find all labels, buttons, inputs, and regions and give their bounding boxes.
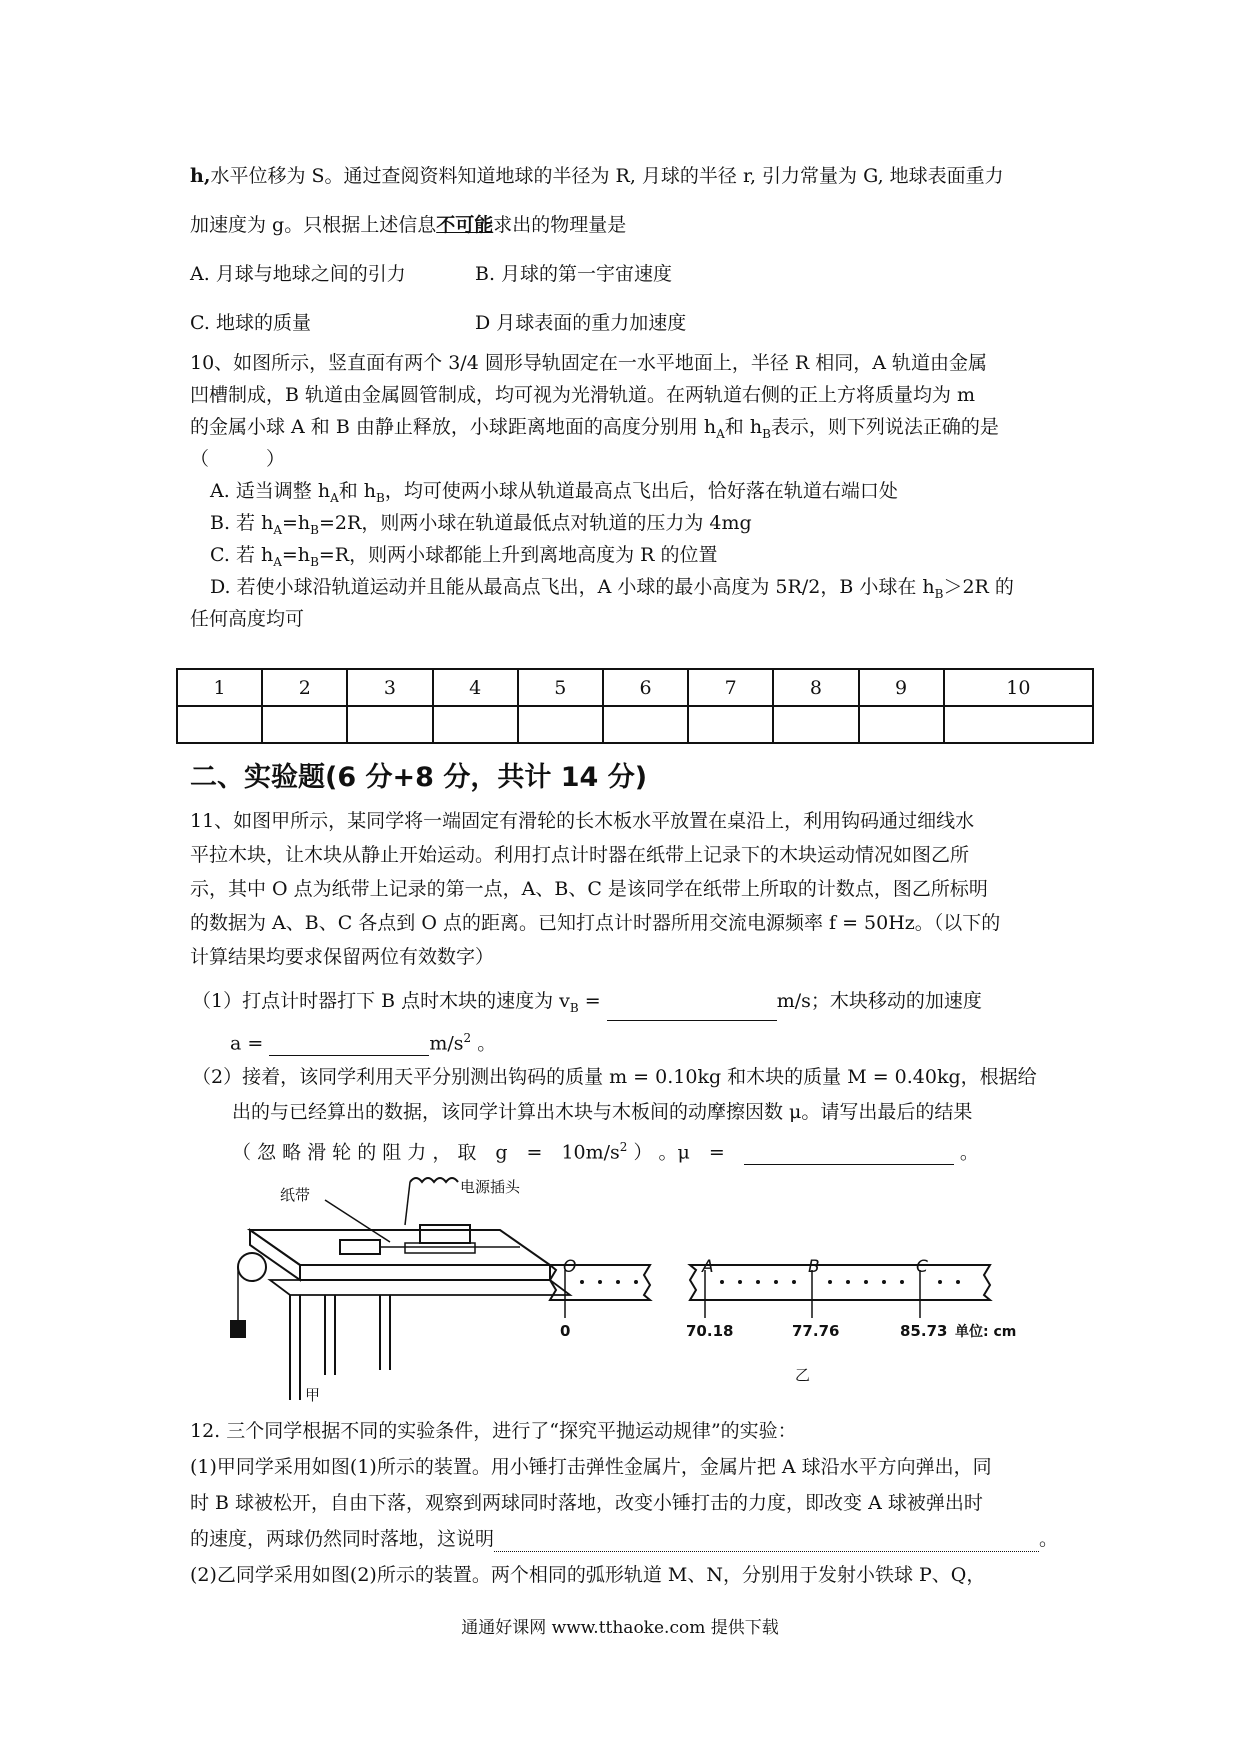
q11-vb-blank[interactable] (607, 1000, 777, 1021)
q10-stem-2: 凹槽制成，B 轨道由金属圆管制成，均可视为光滑轨道。在两轨道右侧的正上方将质量均为 m (190, 384, 976, 406)
q9-line-1 (190, 163, 1090, 189)
q11-p1-a-unit: m/s (429, 1032, 464, 1055)
answer-table (176, 668, 1094, 744)
hook-weight-icon (230, 1320, 246, 1338)
fig-jia-apparatus (230, 1178, 570, 1404)
q12-conclusion-blank[interactable] (494, 1531, 1039, 1552)
q9-line-2 (190, 212, 1090, 238)
q11-p1-unit: m/s；木块移动的加速度 (776, 990, 982, 1012)
q10-sub-b: B (762, 426, 771, 441)
q10-option-b (210, 510, 1110, 543)
answer-header-cell: 10 (944, 669, 1093, 706)
q11-part-2-line-2: 出的与已经算出的数据，该同学计算出木块与木板间的动摩擦因数 μ。请写出最后的结果 (232, 1101, 973, 1123)
q11-p2-end: 。 (959, 1141, 979, 1164)
q11-stem-5: 计算结果均要求保留两位有效数字） (190, 946, 495, 968)
answer-input-cell[interactable] (433, 706, 518, 743)
q9-line2-post: 求出的物理量是 (493, 214, 627, 236)
caption-yi: 乙 (795, 1366, 811, 1384)
q12-stem: 12. 三个同学根据不同的实验条件，进行了“探究平抛运动规律”的实验： (190, 1420, 797, 1442)
q10-opt-b-pre: B. 若 h (210, 512, 274, 534)
q10-opt-c-sub-b: B (310, 554, 319, 569)
answer-input-cell[interactable] (518, 706, 603, 743)
answer-input-cell[interactable] (177, 706, 262, 743)
q11-p2-sup: 2 (619, 1140, 628, 1154)
q10-opt-c-post: =R，则两小球都能上升到离地高度为 R 的位置 (318, 544, 718, 566)
reading-a: 70.18 (686, 1322, 734, 1340)
q11-p1-a-sup: 2 (463, 1031, 472, 1045)
pulley-icon (238, 1253, 266, 1281)
q11-stem-3: 示，其中 O 点为纸带上记录的第一点，A、B、C 是该同学在纸带上所取的计数点，图乙所标明 (190, 878, 988, 900)
answer-input-cell[interactable] (262, 706, 347, 743)
caption-jia: 甲 (305, 1386, 321, 1404)
answer-header-cell: 3 (347, 669, 432, 706)
q10-opt-a-post: ，均可使两小球从轨道最高点飞出后，恰好落在轨道右端口处 (384, 480, 898, 502)
tape-pointer (325, 1200, 390, 1242)
reading-o: 0 (560, 1322, 571, 1340)
q10-opt-c-mid: =h (281, 544, 311, 566)
q10-opt-c-pre: C. 若 h (210, 544, 274, 566)
q10-opt-b-mid: =h (282, 512, 311, 534)
power-cable (405, 1182, 410, 1225)
page-footer: 通通好课网 www.tthaoke.com 提供下载 (461, 1618, 779, 1638)
point-c-label: C (916, 1257, 928, 1277)
answer-header-cell: 7 (688, 669, 773, 706)
q10-opt-c-sub-a: A (273, 554, 282, 569)
q9-option-c: C. 地球的质量 (190, 312, 311, 334)
q10-stem-3a: 的金属小球 A 和 B 由静止释放，小球距离地面的高度分别用 h (190, 416, 717, 438)
q11-stem-2: 平拉木块，让木块从静止开始运动。利用打点计时器在纸带上记录下的木块运动情况如图乙所 (190, 844, 970, 866)
answer-input-cell[interactable] (944, 706, 1093, 743)
q10-stem-3c: 表示，则下列说法正确的是 (770, 416, 999, 438)
answer-header-cell: 6 (603, 669, 688, 706)
q10-sub-a: A (716, 426, 725, 441)
q9-cont-text: 水平位移为 S。通过查阅资料知道地球的半径为 R, 月球的半径 r, 引力常量为 G, 地球表面重力 (210, 165, 1004, 187)
q11-p1-a-end: 。 (477, 1032, 497, 1055)
answer-input-cell[interactable] (688, 706, 773, 743)
q11-p1-a-label: a = (230, 1032, 264, 1055)
reading-c: 85.73 (900, 1322, 948, 1340)
q11-a-blank[interactable] (269, 1035, 429, 1056)
q10-opt-a-sub-a: A (330, 490, 339, 505)
point-o-label: O (563, 1257, 577, 1277)
q11-stem-1: 11、如图甲所示，某同学将一端固定有滑轮的长木板水平放置在桌沿上，利用钩码通过细线水 (190, 810, 975, 832)
wooden-block (340, 1240, 380, 1254)
q9-option-a: A. 月球与地球之间的引力 (190, 263, 406, 285)
q12-part-1-line-1: (1)甲同学采用如图(1)所示的装置。用小锤打击弹性金属片，金属片把 A 球沿水平方向弹出，同 (190, 1456, 992, 1478)
answer-input-cell[interactable] (773, 706, 858, 743)
label-power: 电源插头 (460, 1178, 521, 1196)
q9-options-row-2 (190, 310, 1090, 336)
q9-cont-h: h, (190, 165, 211, 187)
section-2-title: 二、实验题(6 分+8 分，共计 14 分) (190, 762, 648, 793)
q11-figures (230, 1170, 1060, 1410)
answer-table-header-row (177, 669, 1093, 706)
answer-header-cell: 5 (518, 669, 603, 706)
answer-input-cell[interactable] (859, 706, 944, 743)
q9-line2-pre: 加速度为 g。只根据上述信息 (190, 214, 437, 236)
q11-p1-sub: B (569, 1000, 579, 1015)
answer-table-input-row (177, 706, 1093, 743)
q10-opt-d-1b: ＞2R 的 (943, 576, 1014, 598)
q12-part-1-line-3 (190, 1526, 1090, 1552)
timer-icon (420, 1225, 470, 1243)
q10-option-c (210, 542, 1110, 575)
q11-part-2-line-1: （2）接着，该同学利用天平分别测出钩码的质量 m = 0.10kg 和木块的质量 M = 0.40kg，根据给 (192, 1066, 1037, 1088)
fig-yi-tape (550, 1257, 1016, 1384)
unit-label: 单位: cm (955, 1324, 1017, 1340)
q12-p1-text: 的速度，两球仍然同时落地，这说明 (190, 1528, 495, 1550)
q10-stem-1: 10、如图所示，竖直面有两个 3/4 圆形导轨固定在一水平地面上，半径 R 相同，A 轨道由金属 (190, 352, 987, 374)
q10-opt-b-sub-a: A (273, 522, 282, 537)
answer-header-cell: 9 (859, 669, 944, 706)
q11-p2-given: （ 忽 略 滑 轮 的 阻 力 ， 取 g = 10m/s (232, 1141, 620, 1164)
q11-stem-4: 的数据为 A、B、C 各点到 O 点的距离。已知打点计时器所用交流电源频率 f = 50Hz。（以下的 (190, 912, 1001, 934)
answer-header-cell: 1 (177, 669, 262, 706)
tape-dots (580, 1280, 960, 1284)
q11-p1-text: （1）打点计时器打下 B 点时木块的速度为 v (192, 990, 570, 1012)
q10-answer-paren: （ ） (190, 448, 286, 470)
answer-header-cell: 2 (262, 669, 347, 706)
point-b-label: B (808, 1257, 820, 1277)
q10-option-a (210, 478, 1110, 511)
label-tape: 纸带 (280, 1186, 311, 1204)
q12-p1-end: 。 (1039, 1528, 1059, 1550)
q10-opt-d-1: D. 若使小球沿轨道运动并且能从最高点飞出，A 小球的最小高度为 5R/2，B 小球在 h (210, 576, 935, 598)
q10-option-d-cont: 任何高度均可 (190, 608, 305, 630)
q10-opt-b-sub-b: B (310, 522, 319, 537)
q11-part-1-accel (230, 1025, 1130, 1056)
answer-input-cell[interactable] (347, 706, 432, 743)
power-cable-coil (410, 1178, 458, 1182)
answer-header-cell: 8 (773, 669, 858, 706)
reading-b: 77.76 (792, 1322, 840, 1340)
q10-stem-3 (190, 414, 1090, 447)
q11-mu-blank[interactable] (744, 1144, 954, 1165)
q10-opt-a-sub-b: B (376, 490, 385, 505)
q10-option-d (210, 574, 1110, 607)
q11-part-2-line-3 (232, 1134, 1132, 1165)
q12-part-2-line-1: (2)乙同学采用如图(2)所示的装置。两个相同的弧形轨道 M、N，分别用于发射小铁球 P、Q， (190, 1564, 986, 1586)
desk-top (270, 1280, 570, 1295)
tape-segment-right (690, 1265, 990, 1300)
q10-opt-b-post: =2R，则两小球在轨道最低点对轨道的压力为 4mg (319, 512, 752, 534)
q11-p2-mu: ） 。μ = (627, 1141, 725, 1164)
answer-input-cell[interactable] (603, 706, 688, 743)
timer-base (405, 1243, 475, 1253)
q12-part-1-line-2: 时 B 球被松开，自由下落，观察到两球同时落地，改变小锤打击的力度，即改变 A 球被弹出时 (190, 1492, 983, 1514)
q10-stem-3b: 和 h (724, 416, 763, 438)
answer-header-cell: 4 (433, 669, 518, 706)
q9-option-b: B. 月球的第一宇宙速度 (475, 263, 673, 285)
q9-emphasis: 不可能 (436, 214, 494, 236)
point-a-label: A (702, 1257, 714, 1277)
q11-part-1 (192, 988, 1092, 1021)
q10-opt-d-sub-b: B (934, 586, 944, 601)
q9-option-d: D 月球表面的重力加速度 (475, 312, 687, 334)
q9-options-row-1 (190, 261, 1090, 287)
q11-p1-eq: = (578, 990, 601, 1012)
q10-opt-a-pre: A. 适当调整 h (210, 480, 331, 502)
q10-opt-a-mid: 和 h (338, 480, 377, 502)
